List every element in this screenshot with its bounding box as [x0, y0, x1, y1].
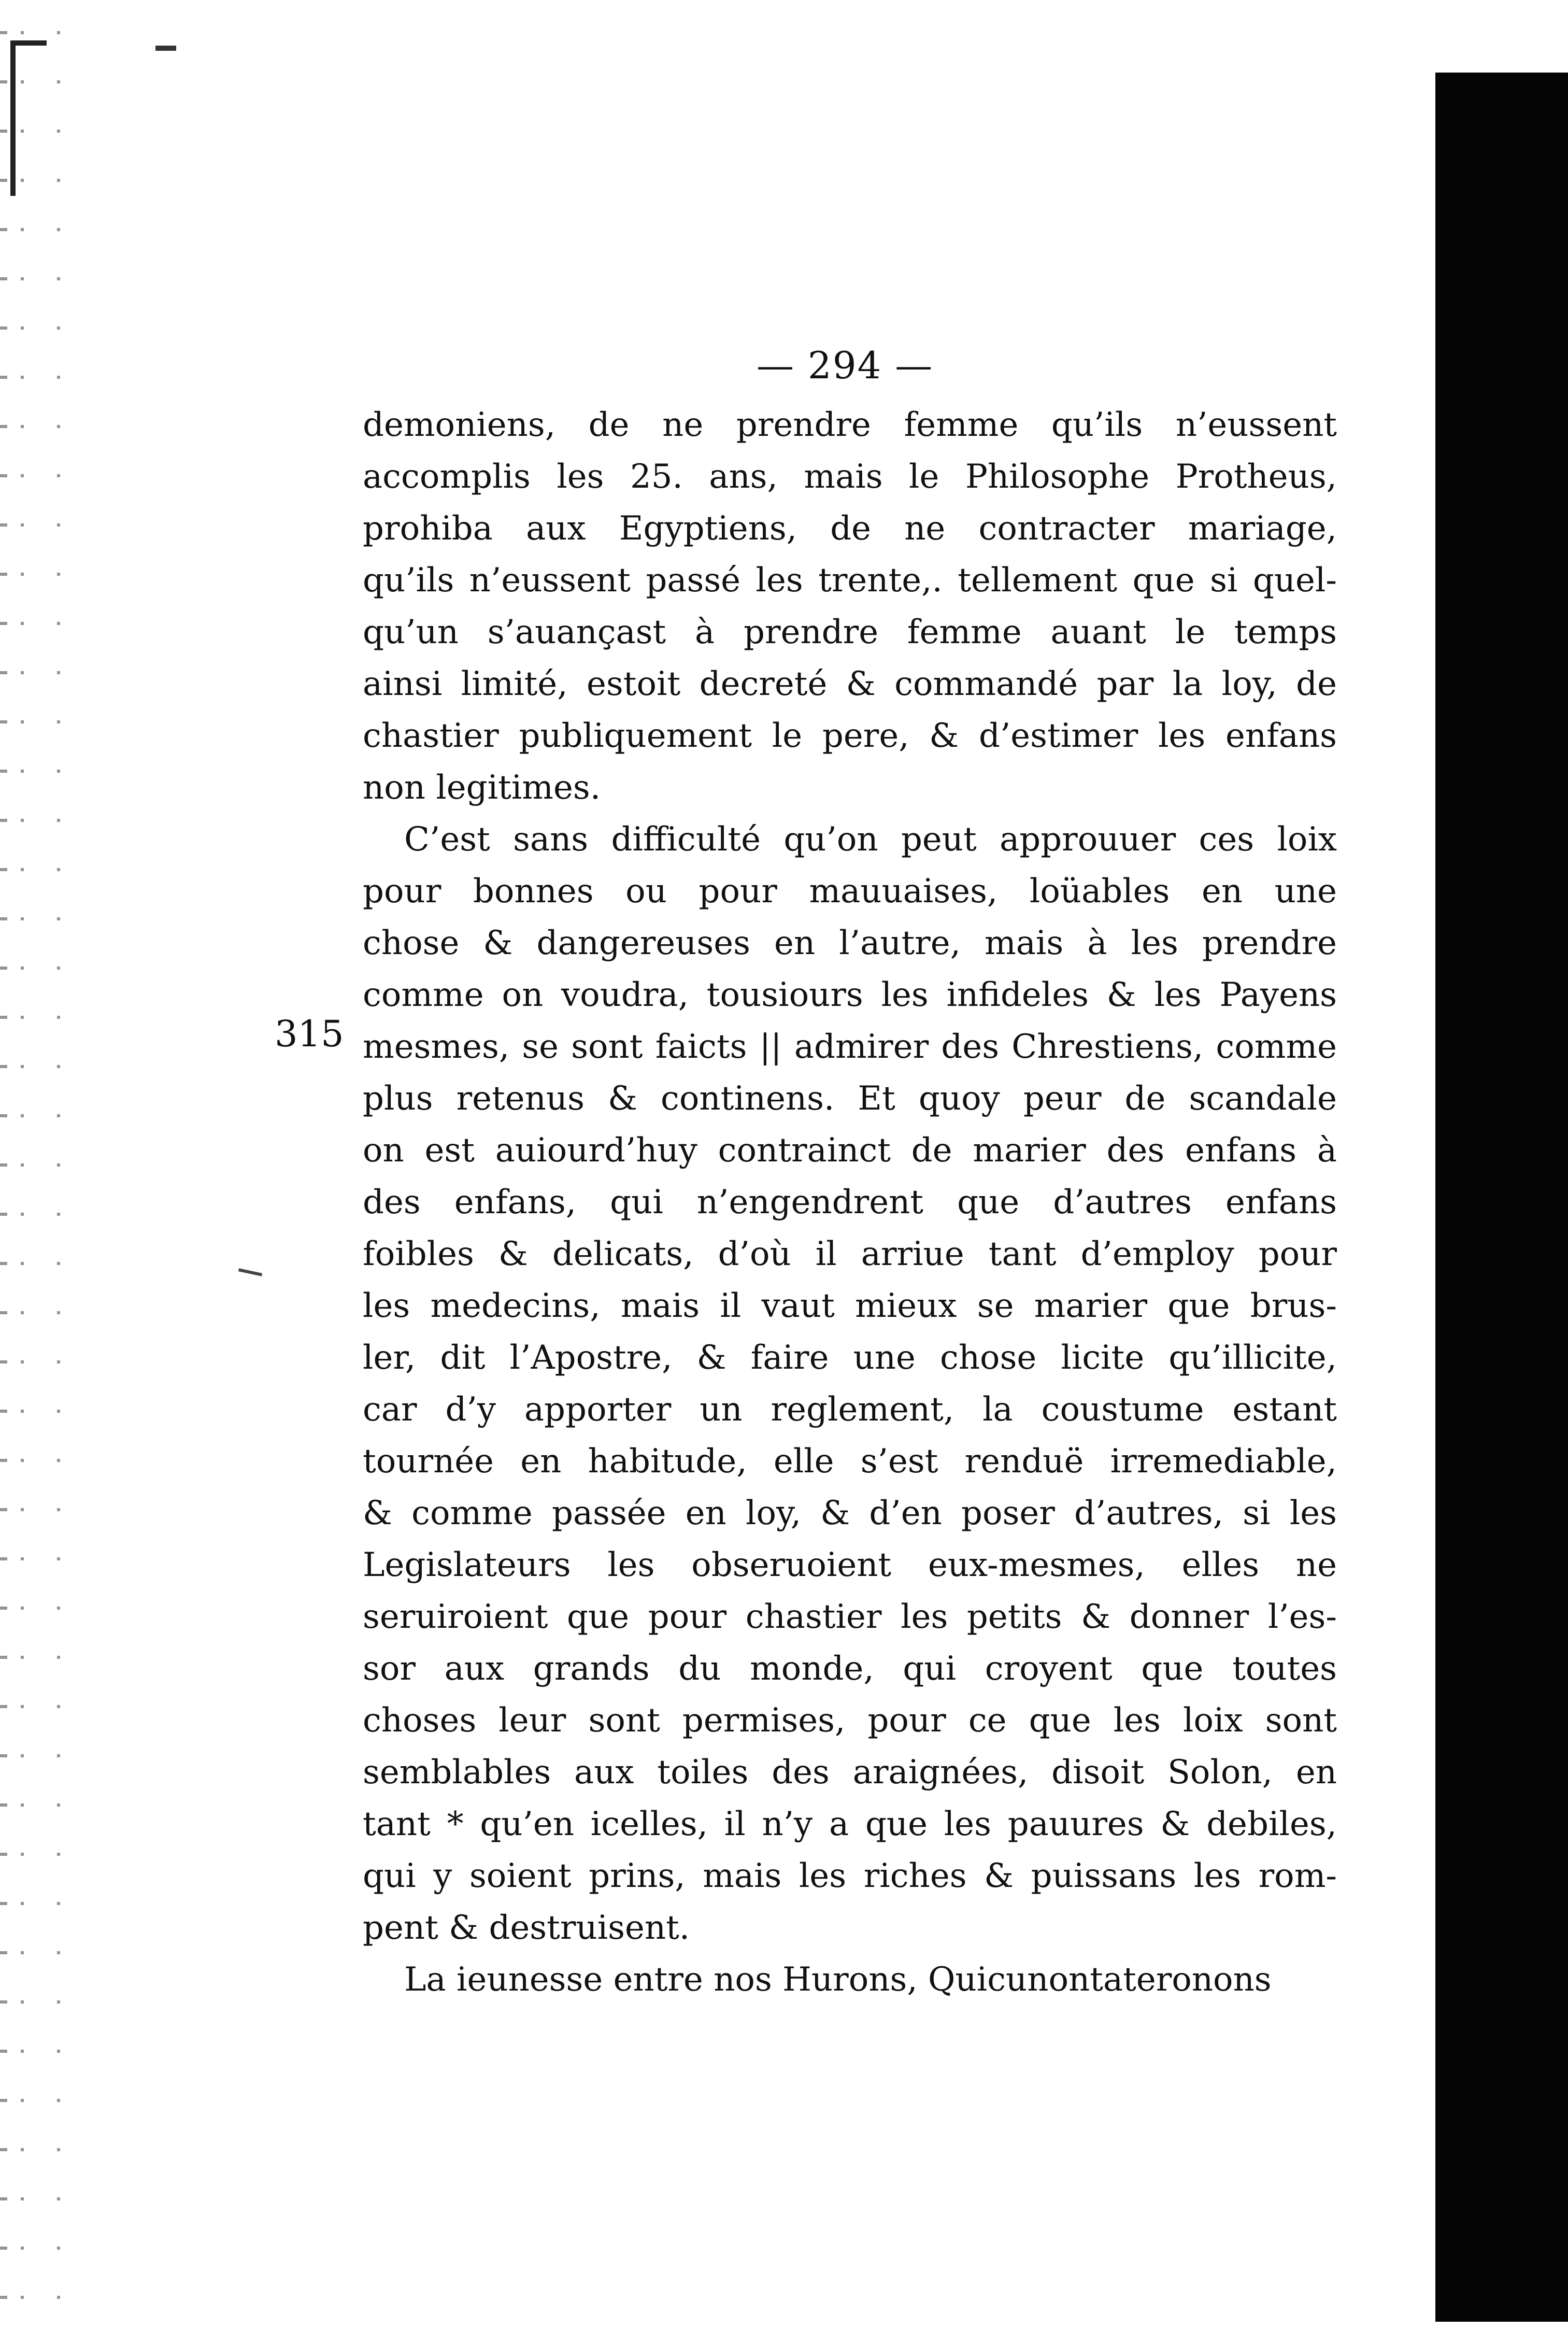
text-line: accomplis les 25. ans, mais le Philosophe Protheus, — [363, 458, 1337, 496]
text-line: car d’y apporter un reglement, la coustume estant — [363, 1390, 1337, 1429]
text-line: tant * qu’en icelles, il n’y a que les pauures & debiles, — [363, 1805, 1337, 1843]
margin-reference-number: 315 — [275, 1013, 344, 1055]
text-line: comme on voudra, tousiours les infideles & les Payens — [363, 976, 1337, 1014]
scan-dash-mark — [155, 46, 176, 51]
text-line: plus retenus & continens. Et quoy peur de scandale — [363, 1079, 1337, 1118]
text-line: pour bonnes ou pour mauuaises, loüables en une — [363, 872, 1337, 911]
text-line: prohiba aux Egyptiens, de ne contracter mariage, — [363, 509, 1337, 548]
text-line: pent & destruisent. — [363, 1909, 690, 1947]
text-line: ler, dit l’Apostre, & faire une chose licite qu’illicite, — [363, 1339, 1337, 1377]
text-line: les medecins, mais il vaut mieux se marier que brus- — [363, 1287, 1337, 1325]
text-line: seruiroient que pour chastier les petits & donner l’es- — [363, 1598, 1337, 1636]
scan-edge-shadow — [1435, 73, 1568, 2322]
text-line: non legitimes. — [363, 769, 601, 807]
text-line: foibles & delicats, d’où il arriue tant d’employ pour — [363, 1235, 1337, 1273]
text-line: chastier publiquement le pere, & d’estimer les enfans — [363, 717, 1337, 755]
text-line: qui y soient prins, mais les riches & puissans les rom- — [363, 1857, 1337, 1895]
text-line: tournée en habitude, elle s’est renduë irremediable, — [363, 1442, 1337, 1481]
text-line: & comme passée en loy, & d’en poser d’autres, si les — [363, 1494, 1337, 1532]
page-number: — 294 — — [757, 344, 934, 387]
text-line: mesmes, se sont faicts || admirer des Chrestiens, comme — [363, 1028, 1337, 1066]
text-line: qu’ils n’eussent passé les trente,. tellement que si quel- — [363, 561, 1337, 600]
text-line: des enfans, qui n’engendrent que d’autres enfans — [363, 1183, 1337, 1221]
body-text — [363, 399, 1337, 2006]
text-line: semblables aux toiles des araignées, disoit Solon, en — [363, 1753, 1337, 1792]
scan-margin-specks — [0, 31, 62, 2311]
text-line: Legislateurs les obseruoient eux-mesmes, elles ne — [363, 1546, 1337, 1584]
paragraph-start-line: La ieunesse entre nos Hurons, Quicunontateronons — [404, 1961, 1272, 1999]
text-line: ainsi limité, estoit decreté & commandé par la loy, de — [363, 665, 1337, 703]
text-line: qu’un s’auançast à prendre femme auant le temps — [363, 613, 1337, 651]
text-line: choses leur sont permises, pour ce que les loix sont — [363, 1701, 1337, 1740]
scan-margin-dash — [238, 1268, 262, 1276]
text-line: on est auiourd’huy contrainct de marier des enfans à — [363, 1131, 1337, 1170]
scan-corner-mark — [10, 40, 47, 196]
text-line: chose & dangereuses en l’autre, mais à les prendre — [363, 924, 1337, 962]
paragraph-start-line: C’est sans difficulté qu’on peut approuuer ces loix — [404, 820, 1337, 859]
text-line: sor aux grands du monde, qui croyent que toutes — [363, 1650, 1337, 1688]
text-line: demoniens, de ne prendre femme qu’ils n’eussent — [363, 406, 1337, 444]
